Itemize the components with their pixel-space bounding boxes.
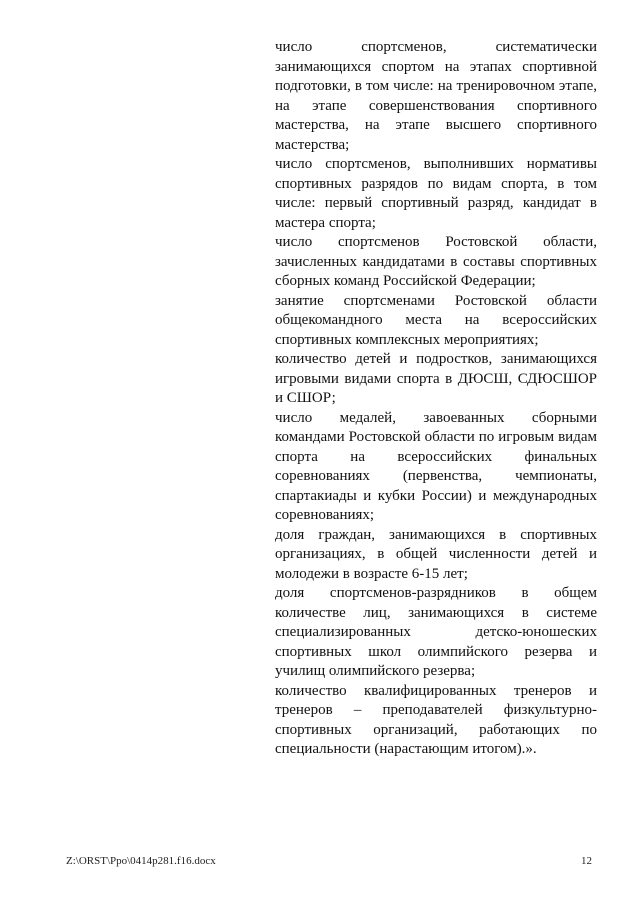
footer-page-number: 12 (581, 855, 592, 867)
paragraph-athletes-training-stages: число спортсменов, систематически занимающихся спортом на этапах спортивной подготовки, в том числе: на тренировочном этапе, на этапе совершенствования спортивного мастерства, на этапе высшего спортивного мастерства; (275, 39, 597, 153)
paragraph-athletes-sports-ranks: число спортсменов, выполнивших нормативы спортивных разрядов по видам спорта, в том числе: первый спортивный разряд, кандидат в мастера спорта; (275, 156, 597, 231)
paragraph-citizens-share: доля граждан, занимающихся в спортивных организациях, в общей численности детей и молодежи в возрасте 6-15 лет; (275, 526, 597, 582)
paragraph-qualified-coaches: количество квалифицированных тренеров и тренеров – преподавателей физкультурно-спортивных организаций, работающих по специальности (нарастающим итогом).». (275, 682, 597, 757)
paragraph-medals-count: число медалей, завоеванных сборными командами Ростовской области по игровым видам спорта на всероссийских финальных соревнованиях (первенства, чемпионаты, спартакиады и кубки России) и международных соревнованиях; (275, 409, 597, 523)
paragraph-national-team-candidates: число спортсменов Ростовской области, зачисленных кандидатами в составы спортивных сборных команд Российской Федерации; (275, 234, 597, 289)
paragraph-ranked-athletes-share: доля спортсменов-разрядников в общем количестве лиц, занимающихся в системе специализированных детско-юношеских спортивных школ олимпийского резерва и училищ олимпийского резерва; (275, 585, 597, 679)
footer-file-path: Z:\ORST\Ppo\0414p281.f16.docx (66, 855, 216, 867)
document-body (275, 38, 597, 760)
paragraph-team-standing: занятие спортсменами Ростовской области общекомандного места на всероссийских спортивных комплексных мероприятиях; (275, 292, 597, 348)
paragraph-children-game-sports: количество детей и подростков, занимающихся игровыми видами спорта в ДЮСШ, СДЮСШОР и СШОР; (275, 351, 597, 406)
